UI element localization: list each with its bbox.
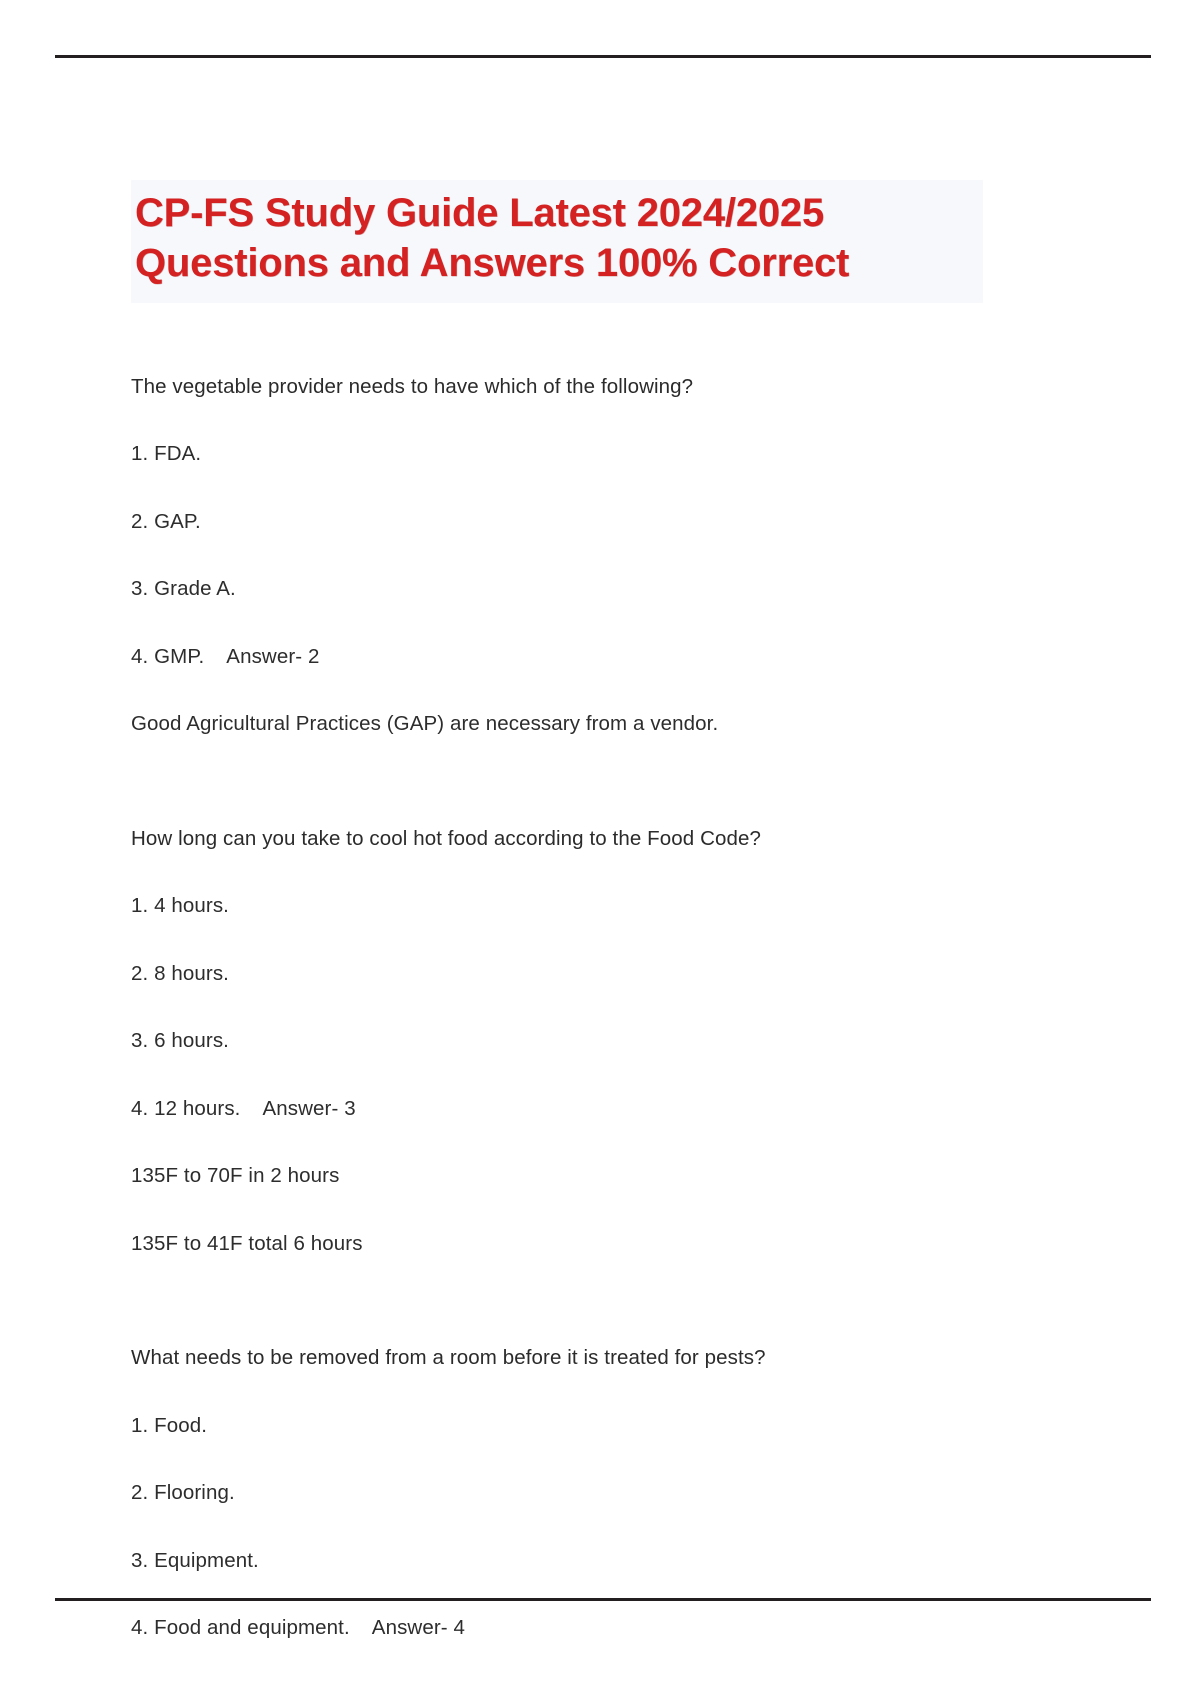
option-item: 2. Flooring. [131, 1481, 235, 1505]
option-item: 2. 8 hours. [131, 961, 229, 985]
page-title-line-1: CP-FS Study Guide Latest 2024/2025 [135, 191, 825, 235]
page-title [135, 188, 983, 289]
block-spacer [131, 779, 1071, 829]
title-banner [131, 180, 983, 303]
option-item: 3. 6 hours. [131, 1029, 229, 1053]
option-item-with-answer: 4. 12 hours. Answer- 3 [131, 1096, 356, 1120]
page-title-line-2: Questions and Answers 100% Correct [135, 241, 850, 286]
option-item-with-answer: 4. GMP. Answer- 2 [131, 644, 320, 668]
option-item: 3. Equipment. [131, 1548, 259, 1572]
block-spacer [131, 1298, 1071, 1348]
explanation-text: Good Agricultural Practices (GAP) are necessary from a vendor. [131, 712, 719, 736]
explanation-text: 135F to 70F in 2 hours [131, 1164, 340, 1188]
option-item: 1. Food. [131, 1413, 208, 1437]
qa-block [131, 1348, 1071, 1639]
footer-divider-rule [55, 1598, 1151, 1601]
option-item-with-answer: 4. Food and equipment. Answer- 4 [131, 1616, 465, 1640]
qa-list [131, 374, 1071, 1640]
option-item: 1. 4 hours. [131, 894, 229, 918]
header-divider-rule [55, 55, 1151, 58]
explanation-text: 135F to 41F total 6 hours [131, 1231, 363, 1255]
qa-block [131, 374, 1071, 736]
option-item: 3. Grade A. [131, 577, 236, 601]
question-text: What needs to be removed from a room before it is treated for pests? [131, 1346, 766, 1370]
question-text: The vegetable provider needs to have which of the following? [131, 374, 694, 398]
question-text: How long can you take to cool hot food according to the Food Code? [131, 826, 761, 850]
document-content [131, 180, 1071, 1639]
qa-block [131, 826, 1071, 1255]
option-item: 1. FDA. [131, 442, 202, 466]
option-item: 2. GAP. [131, 509, 201, 533]
